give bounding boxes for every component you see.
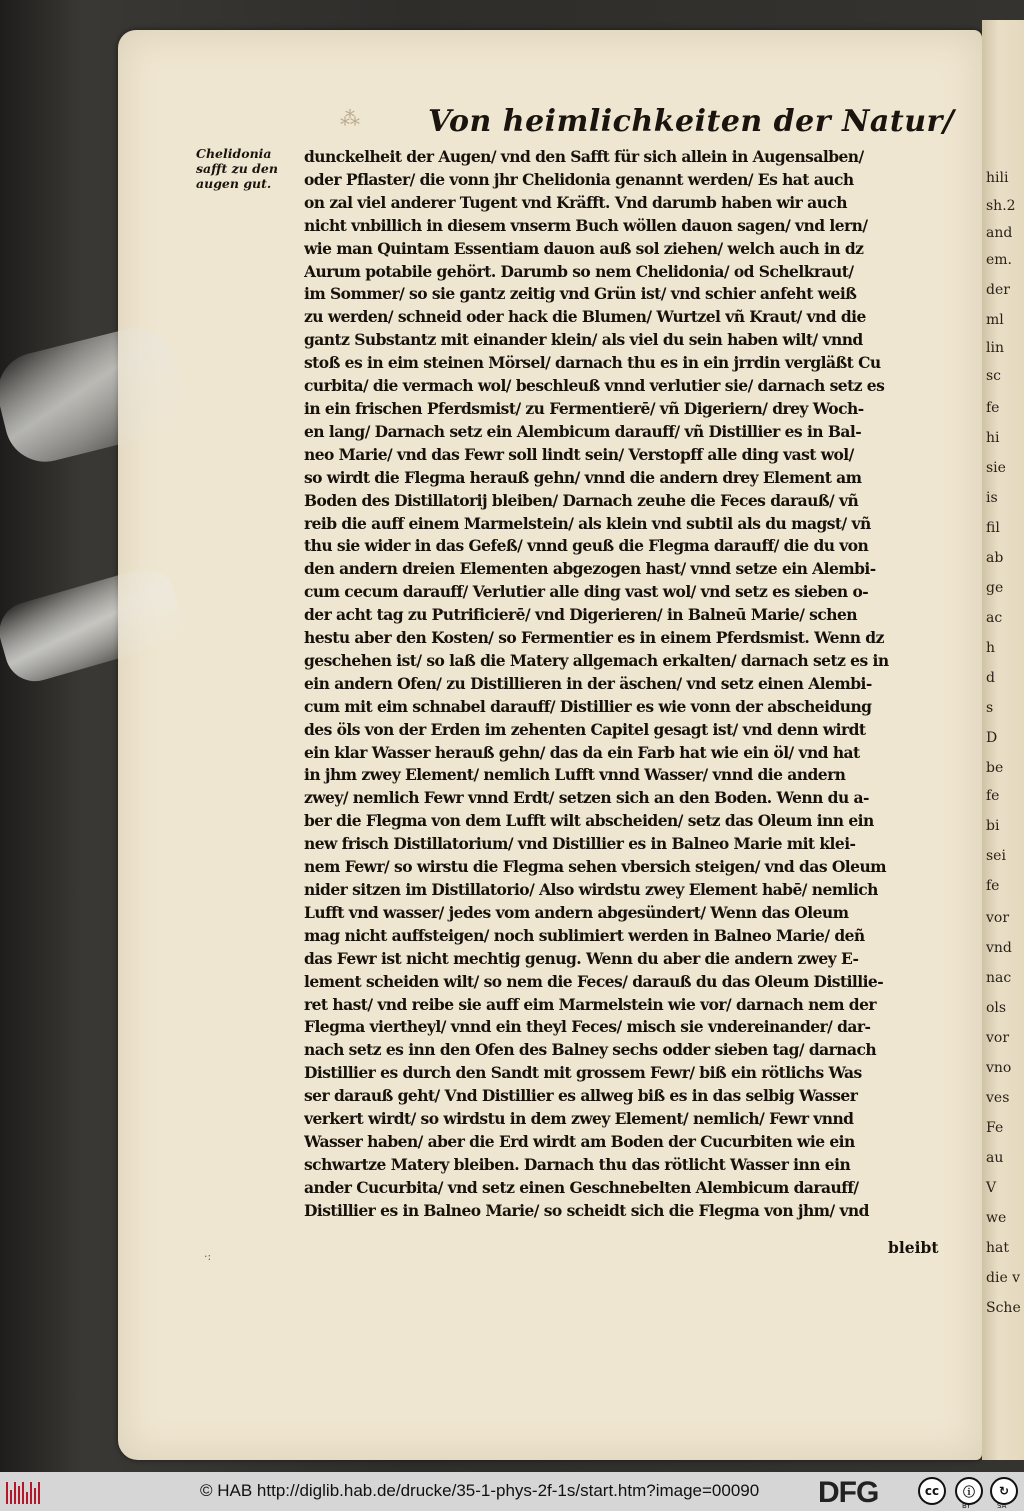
facing-page-fragment: ves bbox=[986, 1090, 1010, 1106]
facing-page-fragment: vor bbox=[986, 910, 1010, 926]
dfg-logo: DFG bbox=[818, 1476, 879, 1509]
facing-page-fragment: ml bbox=[986, 312, 1004, 328]
text-line: lement scheiden wilt/ so nem die Feces/ darauß du das Oleum Distillie- bbox=[304, 971, 884, 991]
text-line: nider sitzen im Distillatorio/ Also wirdstu zwey Element habē/ nemlich bbox=[304, 880, 878, 899]
text-line: ser darauß geht/ Vnd Distillier es allweg biß es in das selbig Wasser bbox=[304, 1086, 858, 1106]
body-text bbox=[304, 146, 952, 1223]
text-line: Distillier es in Balneo Marie/ so scheidt sich die Flegma von jhm/ vnd bbox=[304, 1200, 869, 1220]
facing-page-fragment: hat bbox=[986, 1240, 1009, 1256]
sa-share-alike-icon: ↻ bbox=[990, 1477, 1018, 1505]
facing-page-fragment: sie bbox=[986, 460, 1006, 476]
facing-page-fragment: nac bbox=[986, 970, 1012, 986]
text-line: zwey/ nemlich Fewr vnnd Erdt/ setzen sich an den Boden. Wenn du a- bbox=[304, 788, 869, 808]
cc-label: cc bbox=[924, 1484, 940, 1498]
margin-note bbox=[196, 146, 306, 191]
facing-page-fragment: sh.2 bbox=[986, 198, 1016, 214]
facing-page-fragment: die v bbox=[986, 1270, 1021, 1286]
text-line: schwartze Matery bleiben. Darnach thu das rötlicht Wasser inn ein bbox=[304, 1154, 851, 1174]
source-url-link[interactable]: © HAB http://diglib.hab.de/drucke/35-1-phys-2f-1s/start.htm?image=00090 bbox=[200, 1481, 760, 1500]
facing-page-fragment: V bbox=[986, 1180, 997, 1196]
text-line: nem Fewr/ so wirstu die Flegma sehen vbersich steigen/ vnd das Oleum bbox=[304, 857, 887, 877]
text-line: on zal viel anderer Tugent vnd Kräfft. Vnd darumb haben wir auch bbox=[304, 192, 847, 212]
text-line: hestu aber den Kosten/ so Fermentier es in einem Pferdsmist. Wenn dz bbox=[304, 628, 884, 648]
facing-page-fragment: fe bbox=[986, 788, 1000, 804]
text-line: oder Pflaster/ die vonn jhr Chelidonia genannt werden/ Es hat auch bbox=[304, 169, 854, 189]
facing-page-fragment: ols bbox=[986, 1000, 1007, 1016]
facing-page-fragment: au bbox=[986, 1150, 1004, 1166]
facing-page-fragment: Sche bbox=[986, 1300, 1021, 1316]
text-line: reib die auff einem Marmelstein/ als klein vnd subtil als du magst/ vñ bbox=[304, 513, 871, 533]
margin-note-line: Chelidonia bbox=[196, 146, 272, 161]
facing-page-fragment: fe bbox=[986, 878, 1000, 894]
text-line: den andern dreien Elementen abgezogen hast/ vnnd setze ein Alembi- bbox=[304, 559, 876, 579]
text-line: zu werden/ schneid oder hack die Blumen/ Wurtzel vñ Kraut/ vnd die bbox=[304, 307, 866, 327]
footer-bar bbox=[0, 1472, 1024, 1511]
running-head: Von heimlichkeiten der Natur/ bbox=[428, 104, 955, 139]
facing-page-fragment: bi bbox=[986, 818, 1000, 834]
text-line: im Sommer/ so sie gantz zeitig vnd Grün ist/ vnd schier anfeht weiß bbox=[304, 284, 857, 304]
text-line: stoß es in eim steinen Mörsel/ darnach thu es in ein jrrdin vergläßt Cu bbox=[304, 353, 881, 373]
facing-page-fragment: der bbox=[986, 282, 1010, 298]
faint-page-mark: ⁂ bbox=[340, 106, 360, 130]
facing-page-fragment: hi bbox=[986, 430, 1000, 446]
facing-page-fragment: fe bbox=[986, 400, 1000, 416]
text-line: nicht vnbillich in diesem vnserm Buch wöllen dauon sagen/ vnd lern/ bbox=[304, 215, 868, 235]
text-line: geschehen ist/ so laß die Matery allgemach erkalten/ darnach setz es in bbox=[304, 650, 889, 670]
facing-page-fragment: hili bbox=[986, 170, 1009, 186]
facing-page-fragment: ac bbox=[986, 610, 1003, 626]
facing-page-edge bbox=[982, 20, 1024, 1460]
by-attribution-icon: ⓘ bbox=[955, 1477, 983, 1505]
facing-page-fragment: we bbox=[986, 1210, 1007, 1226]
facing-page-fragment: h bbox=[986, 640, 996, 656]
text-line: nach setz es inn den Ofen des Balney sechs odder sieben tag/ darnach bbox=[304, 1040, 877, 1060]
facing-page-fragment: Fe bbox=[986, 1120, 1004, 1136]
facing-page-fragment: lin bbox=[986, 340, 1004, 356]
facing-page-fragment: D bbox=[986, 730, 998, 746]
text-line: ein klar Wasser herauß gehn/ das da ein Farb hat wie ein öl/ vnd hat bbox=[304, 742, 860, 762]
facing-page-fragment: vor bbox=[986, 1030, 1010, 1046]
facing-page-fragment: em. bbox=[986, 252, 1013, 268]
facing-page-fragment: s bbox=[986, 700, 994, 716]
text-line: cum mit eim schnabel darauff/ Distillier es wie vonn der abscheidung bbox=[304, 696, 872, 716]
text-line: verkert wirdt/ so wirdstu in dem zwey Element/ nemlich/ Fewr vnnd bbox=[304, 1109, 854, 1129]
text-line: new frisch Distillatorium/ vnd Distillier es in Balneo Marie mit klei- bbox=[304, 834, 856, 854]
catchword: bleibt bbox=[888, 1238, 939, 1257]
facing-page-fragment: sei bbox=[986, 848, 1006, 864]
text-line: Distillier es durch den Sandt mit grossem Fewr/ biß ein rötlichs Was bbox=[304, 1063, 862, 1083]
text-line: Aurum potabile gehört. Darumb so nem Chelidonia/ od Schelkraut/ bbox=[304, 261, 854, 281]
facing-page-fragment: is bbox=[986, 490, 998, 506]
text-line: en lang/ Darnach setz ein Alembicum darauff/ vñ Distillier es in Bal- bbox=[304, 421, 862, 441]
margin-note-line: safft zu den bbox=[196, 161, 278, 176]
ink-speck: ·: bbox=[204, 1250, 212, 1263]
text-line: wie man Quintam Essentiam dauon auß sol ziehen/ welch auch in dz bbox=[304, 238, 864, 258]
text-line: cum cecum darauff/ Verlutier alle ding vast wol/ vnd setz es sieben o- bbox=[304, 582, 869, 602]
text-line: so wirdt die Flegma herauß gehn/ vnnd die andern drey Element am bbox=[304, 467, 862, 487]
text-line: ret hast/ vnd reibe sie auff eim Marmelstein wie vor/ darnach nem der bbox=[304, 994, 877, 1014]
facing-page-fragment: and bbox=[986, 225, 1013, 241]
facing-page-fragment: ge bbox=[986, 580, 1004, 596]
text-line: neo Marie/ vnd das Fewr soll lindt sein/ Verstopff alle ding vast wol/ bbox=[304, 444, 854, 464]
text-line: Lufft vnd wasser/ jedes vom andern abgesündert/ Wenn das Oleum bbox=[304, 902, 849, 922]
facing-page-fragment: d bbox=[986, 670, 995, 686]
text-line: Boden des Distillatorij bleiben/ Darnach zeuhe die Feces darauß/ vñ bbox=[304, 490, 859, 510]
facing-page-fragment: vnd bbox=[986, 940, 1012, 956]
facing-page-fragment: vno bbox=[986, 1060, 1012, 1076]
text-line: dunckelheit der Augen/ vnd den Safft für sich allein in Augensalben/ bbox=[304, 147, 864, 166]
text-line: ander Cucurbita/ vnd setz einen Geschnebelten Alembicum darauff/ bbox=[304, 1177, 859, 1197]
text-line: das Fewr ist nicht mechtig genug. Wenn du aber die andern zwey E- bbox=[304, 948, 859, 968]
facing-page-fragment: be bbox=[986, 760, 1004, 776]
text-line: der acht tag zu Putrificierē/ vnd Digerieren/ in Balneū Marie/ schen bbox=[304, 605, 857, 625]
facing-page-fragment: ab bbox=[986, 550, 1004, 566]
margin-note-line: augen gut. bbox=[196, 176, 272, 191]
text-line: gantz Substantz mit einander klein/ als viel du sein haben wilt/ vnnd bbox=[304, 330, 863, 350]
text-line: Flegma viertheyl/ vnnd ein theyl Feces/ misch sie vndereinander/ dar- bbox=[304, 1017, 871, 1037]
facing-page-fragment: fil bbox=[986, 520, 1000, 536]
cc-license-icon[interactable] bbox=[918, 1477, 946, 1505]
text-line: curbita/ die vermach wol/ beschleuß vnnd verlutier sie/ darnach setz es bbox=[304, 376, 885, 396]
hab-logo-icon bbox=[6, 1480, 40, 1504]
sa-label: SA bbox=[997, 1502, 1007, 1510]
text-line: ein andern Ofen/ zu Distillieren in der äschen/ vnd setz einen Alembi- bbox=[304, 673, 872, 693]
text-line: in jhm zwey Element/ nemlich Lufft vnnd Wasser/ vnnd die andern bbox=[304, 765, 846, 785]
text-line: ber die Flegma von dem Lufft wilt abscheiden/ setz das Oleum inn ein bbox=[304, 811, 874, 831]
facing-page-fragment: sc bbox=[986, 368, 1002, 384]
text-line: Wasser haben/ aber die Erd wirdt am Boden der Cucurbiten wie ein bbox=[304, 1131, 855, 1151]
text-line: in ein frischen Pferdsmist/ zu Fermentierē/ vñ Digeriern/ drey Woch- bbox=[304, 398, 864, 418]
text-line: thu sie wider in das Gefeß/ vnnd geuß die Flegma darauff/ die du von bbox=[304, 536, 869, 556]
text-line: mag nicht auffsteigen/ noch sublimiert werden in Balneo Marie/ deñ bbox=[304, 925, 865, 945]
by-label: BY bbox=[962, 1502, 971, 1510]
text-line: des öls von der Erden im zehenten Capitel gesagt ist/ vnd denn wirdt bbox=[304, 719, 866, 739]
